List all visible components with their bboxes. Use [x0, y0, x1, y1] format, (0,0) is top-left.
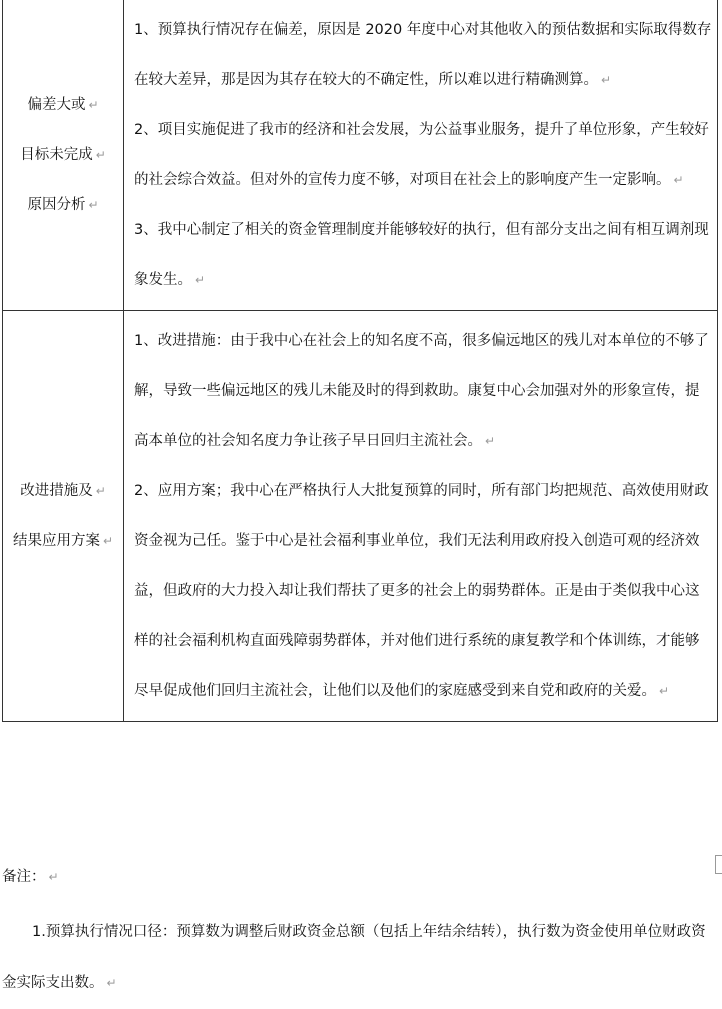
paragraph-mark-icon: ↵ [601, 73, 612, 87]
row-content-cell [124, 311, 718, 722]
table-row-deviation [3, 0, 718, 311]
row-content [134, 311, 713, 721]
paragraph: 2、应用方案；我中心在严格执行人大批复预算的同时，所有部门均把规范、高效使用财政资金视为己任。鉴于中心是社会福利事业单位，我们无法利用政府投入创造可观的经济效益，但政府的大力投入却让我们帮扶了更多的社会上的弱势群体。正是由于类似我中心这样的社会福利机构直面残障弱势群体，并对他们进行系统的康复教学和个体训练，才能够尽早促成他们回归主流社会，让他们以及他们的家庭感受到来自党和政府的关爱。 ↵ [134, 483, 709, 699]
row-label-line: 偏差大或 ↵ [27, 97, 99, 113]
paragraph-mark-icon: ↵ [195, 273, 206, 287]
paragraph-mark-icon: ↵ [48, 870, 59, 884]
paragraph-mark-icon: ↵ [659, 684, 670, 698]
row-label-line: 原因分析 ↵ [27, 197, 99, 213]
evaluation-table [2, 0, 718, 722]
paragraph: 3、我中心制定了相关的资金管理制度并能够较好的执行，但有部分支出之间有相互调剂现象发生。 ↵ [134, 222, 709, 288]
paragraph: 1、预算执行情况存在偏差，原因是 2020 年度中心对其他收入的预估数据和实际取得数存在较大差异，那是因为其存在较大的不确定性，所以难以进行精确测算。 ↵ [134, 22, 712, 88]
notes-item: 1.预算执行情况口径：预算数为调整后财政资金总额（包括上年结余结转），执行数为资金使用单位财政资金实际支出数。 ↵ [2, 924, 706, 991]
text-boundary-marker [715, 855, 722, 874]
paragraph-mark-icon: ↵ [88, 198, 99, 212]
notes-label: 备注： ↵ [2, 869, 59, 885]
row-label-line: 结果应用方案 ↵ [12, 533, 114, 549]
row-label-cell [3, 0, 124, 311]
paragraph: 1、改进措施：由于我中心在社会上的知名度不高，很多偏远地区的残儿对本单位的不够了解，导致一些偏远地区的残儿未能及时的得到救助。康复中心会加强对外的形象宣传，提高本单位的社会知名度力争让孩子早日回归主流社会。 ↵ [134, 333, 709, 449]
paragraph-mark-icon: ↵ [95, 484, 106, 498]
row-label-line: 目标未完成 ↵ [20, 147, 106, 163]
paragraph-mark-icon: ↵ [95, 148, 106, 162]
row-content [134, 0, 713, 310]
row-content-cell [124, 0, 718, 311]
paragraph-mark-icon: ↵ [673, 173, 684, 187]
row-label-line: 改进措施及 ↵ [20, 483, 106, 499]
row-label-cell [3, 311, 124, 722]
table-row-improvement [3, 311, 718, 722]
paragraph-mark-icon: ↵ [485, 434, 496, 448]
paragraph: 2、项目实施促进了我市的经济和社会发展，为公益事业服务，提升了单位形象，产生较好的社会综合效益。但对外的宣传力度不够，对项目在社会上的影响度产生一定影响。 ↵ [134, 122, 709, 188]
paragraph-mark-icon: ↵ [106, 976, 117, 990]
paragraph-mark-icon: ↵ [88, 98, 99, 112]
paragraph-mark-icon: ↵ [102, 534, 114, 548]
